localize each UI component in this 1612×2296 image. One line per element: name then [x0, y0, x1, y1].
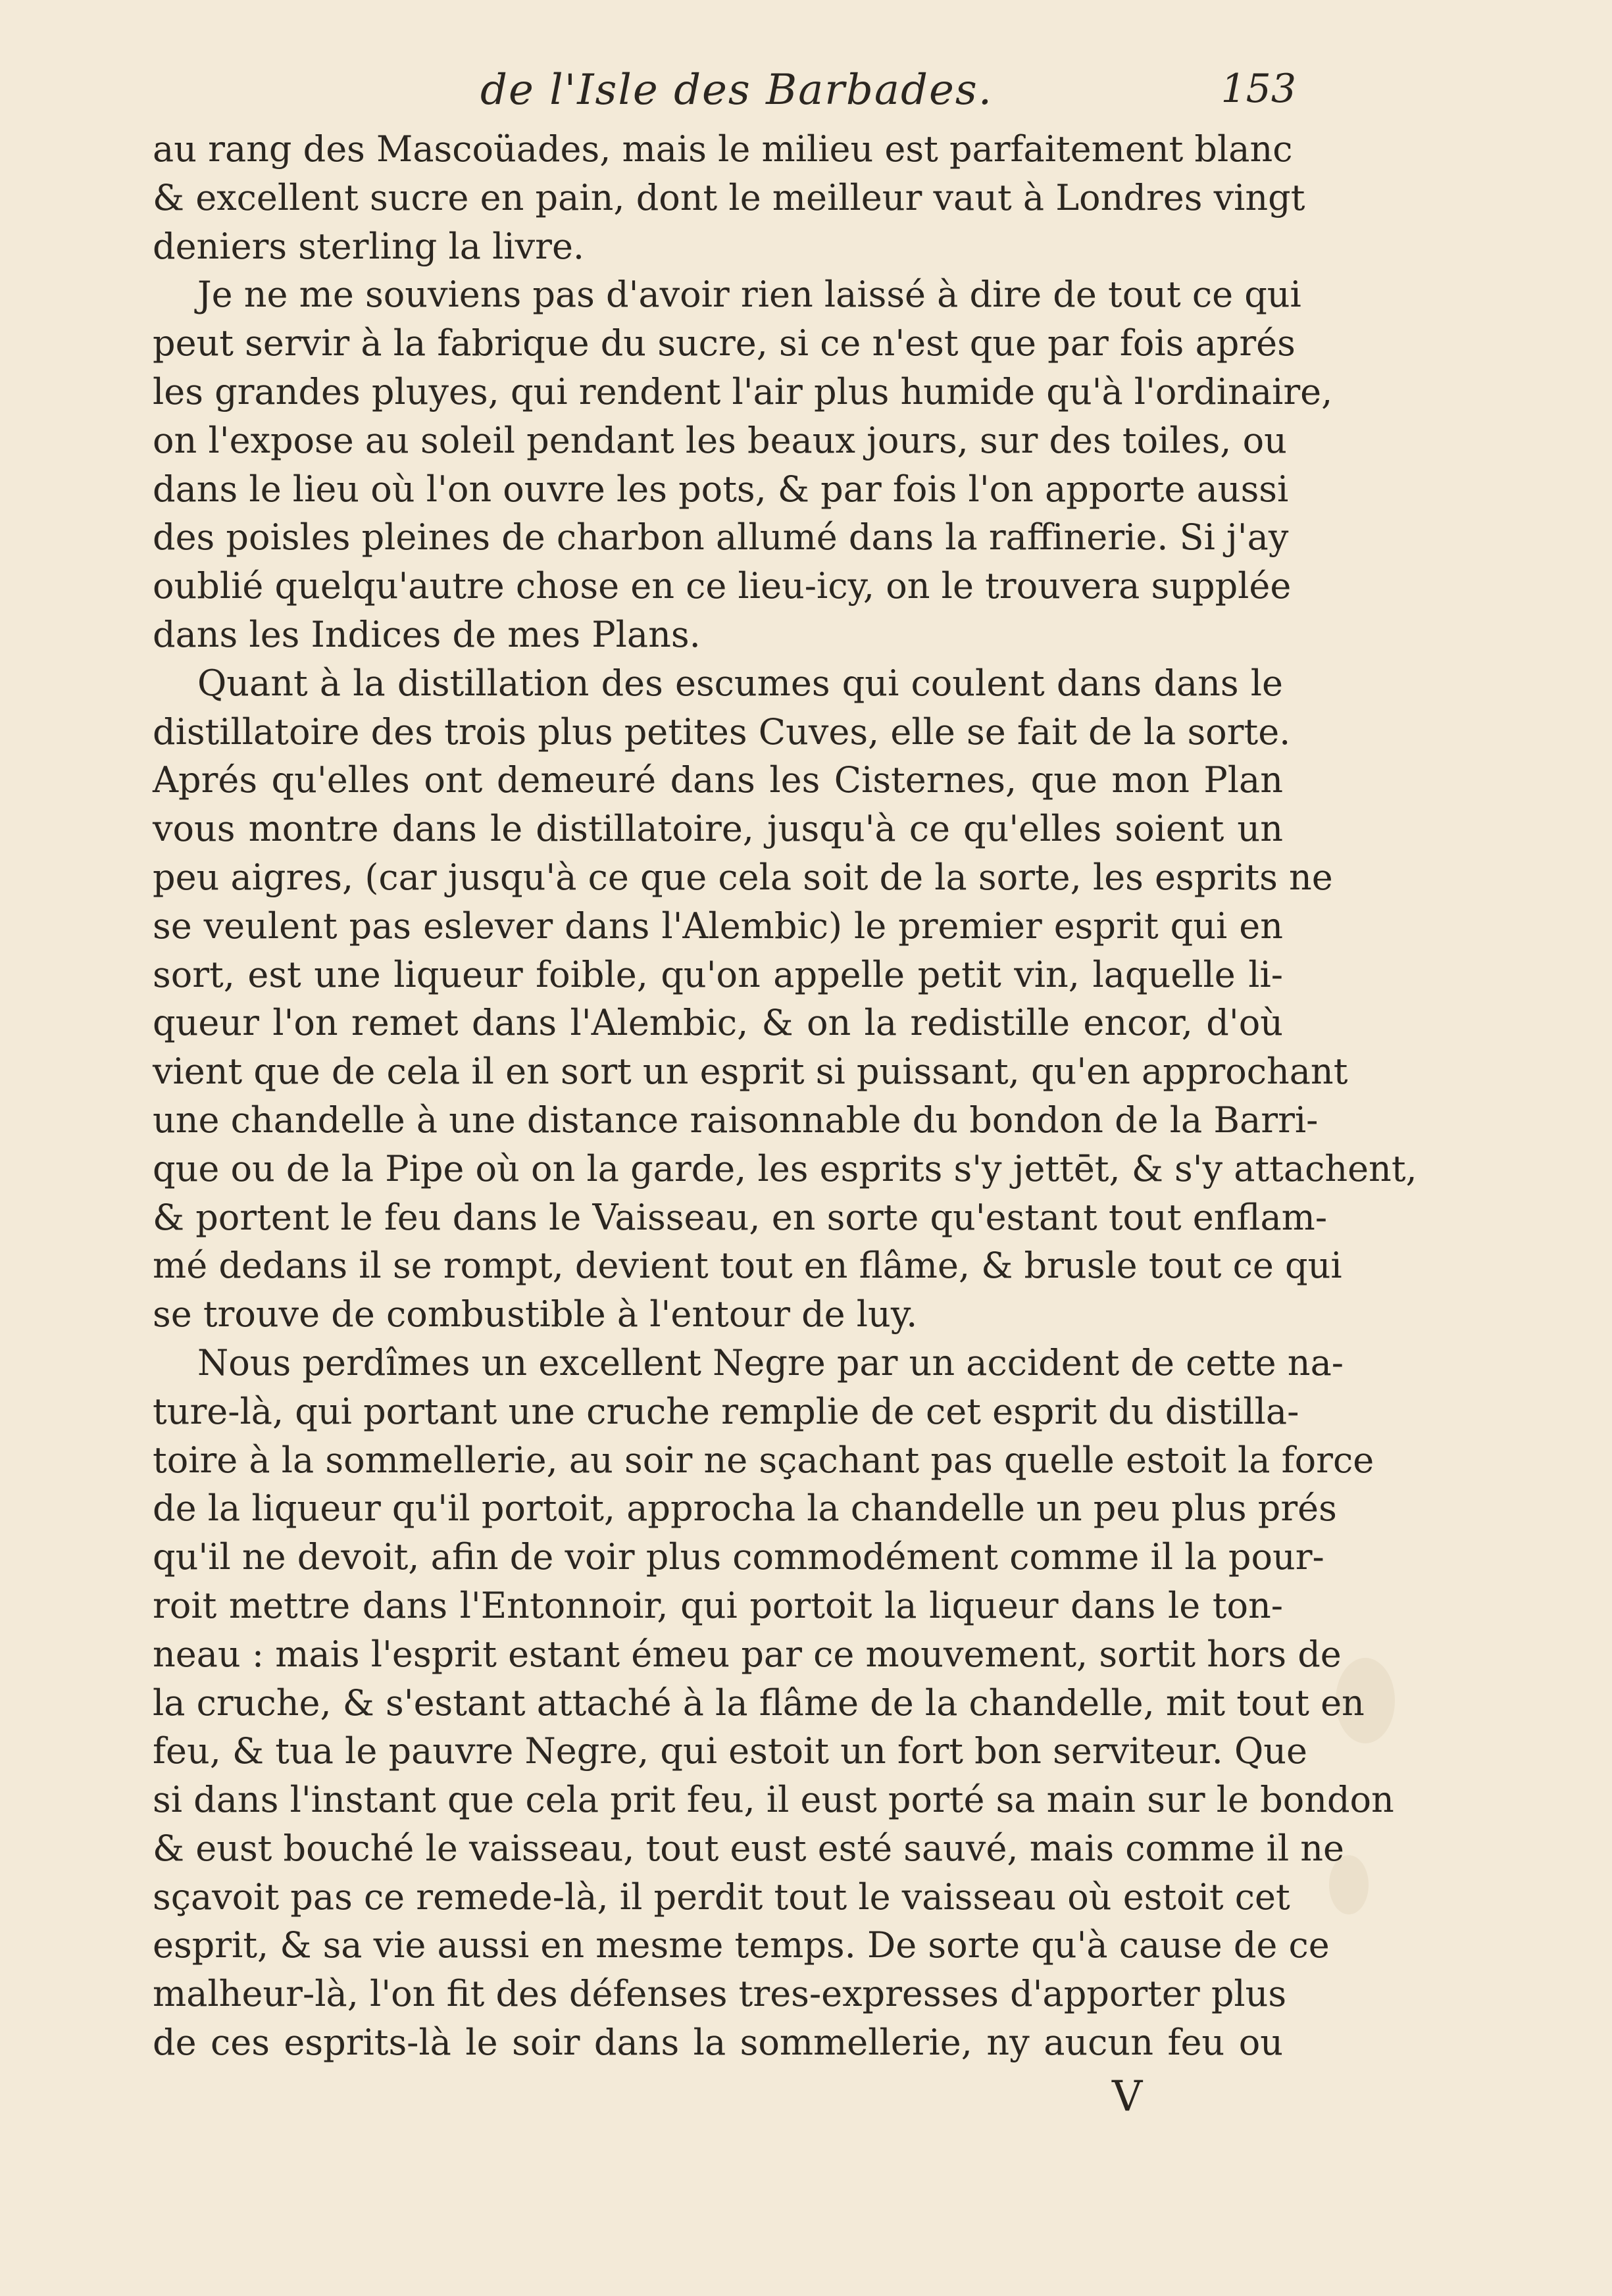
text-line: esprit, & sa vie aussi en mesme temps. De sorte qu'à cause de ce [153, 1924, 1330, 1966]
text-line: & eust bouché le vaisseau, tout eust esté sauvé, mais comme il ne [153, 1827, 1345, 1869]
text-line: de la liqueur qu'il portoit, approcha la chandelle un peu plus prés [153, 1487, 1337, 1530]
text-line: Quant à la distillation des escumes qui coulent dans dans le [197, 662, 1283, 704]
text-line: que ou de la Pipe où on la garde, les esprits s'y jettēt, & s'y attachent, [153, 1147, 1417, 1189]
running-title: de l'Isle des Barbades. [480, 66, 994, 114]
text-line: ture-là, qui portant une cruche remplie de cet esprit du distilla- [153, 1390, 1299, 1432]
text-line: si dans l'instant que cela prit feu, il eust porté sa main sur le bondon [153, 1779, 1394, 1821]
text-line: de ces esprits-là le soir dans la sommellerie, ny aucun feu ou [153, 2022, 1283, 2064]
text-line: se trouve de combustible à l'entour de luy. [153, 1293, 918, 1335]
text-line: feu, & tua le pauvre Negre, qui estoit un fort bon serviteur. Que [153, 1730, 1307, 1772]
text-line: & excellent sucre en pain, dont le meilleur vaut à Londres vingt [153, 176, 1305, 218]
text-line: vous montre dans le distillatoire, jusqu'à ce qu'elles soient un [153, 808, 1283, 850]
text-line: Aprés qu'elles ont demeuré dans les Cisternes, que mon Plan [153, 759, 1283, 801]
text-line: une chandelle à une distance raisonnable du bondon de la Barri- [153, 1099, 1319, 1141]
text-line: & portent le feu dans le Vaisseau, en sorte qu'estant tout enflam- [153, 1196, 1328, 1238]
text-line: distillatoire des trois plus petites Cuves, elle se fait de la sorte. [153, 711, 1291, 753]
text-line: des poisles pleines de charbon allumé dans la raffinerie. Si j'ay [153, 516, 1289, 559]
text-line: on l'expose au soleil pendant les beaux jours, sur des toiles, ou [153, 419, 1287, 461]
text-line: qu'il ne devoit, afin de voir plus commodément comme il la pour- [153, 1536, 1324, 1578]
text-line: oublié quelqu'autre chose en ce lieu-icy, on le trouvera supplée [153, 565, 1292, 607]
page-number: 153 [1221, 66, 1296, 112]
text-line: mé dedans il se rompt, devient tout en flâme, & brusle tout ce qui [153, 1245, 1342, 1287]
text-line: neau : mais l'esprit estant émeu par ce mouvement, sortit hors de [153, 1633, 1342, 1675]
signature-mark: V [1112, 2072, 1143, 2121]
text-line: malheur-là, l'on fit des défenses tres-expresses d'apporter plus [153, 1973, 1287, 2015]
text-line: peut servir à la fabrique du sucre, si ce n'est que par fois aprés [153, 322, 1296, 364]
text-line: sort, est une liqueur foible, qu'on appelle petit vin, laquelle li- [153, 953, 1283, 995]
text-line: dans les Indices de mes Plans. [153, 613, 701, 655]
text-line: Je ne me souviens pas d'avoir rien laissé à dire de tout ce qui [197, 274, 1301, 316]
text-line: sçavoit pas ce remede-là, il perdit tout le vaisseau où estoit cet [153, 1876, 1290, 1918]
text-line: deniers sterling la livre. [153, 225, 585, 267]
text-line: Nous perdîmes un excellent Negre par un accident de cette na- [197, 1341, 1344, 1384]
text-line: toire à la sommellerie, au soir ne sçachant pas quelle estoit la force [153, 1439, 1374, 1481]
text-line: roit mettre dans l'Entonnoir, qui portoit la liqueur dans le ton- [153, 1584, 1283, 1626]
text-line: peu aigres, (car jusqu'à ce que cela soit de la sorte, les esprits ne [153, 856, 1333, 898]
body-text [153, 125, 1417, 2067]
text-line: les grandes pluyes, qui rendent l'air plus humide qu'à l'ordinaire, [153, 370, 1333, 412]
text-line: vient que de cela il en sort un esprit si puissant, qu'en approchant [153, 1051, 1348, 1093]
text-line: la cruche, & s'estant attaché à la flâme de la chandelle, mit tout en [153, 1682, 1365, 1724]
text-line: dans le lieu où l'on ouvre les pots, & par fois l'on apporte aussi [153, 468, 1289, 510]
page-header [461, 66, 1296, 125]
text-line: queur l'on remet dans l'Alembic, & on la redistille encor, d'où [153, 1002, 1283, 1044]
text-line: au rang des Mascoüades, mais le milieu est parfaitement blanc [153, 128, 1293, 170]
text-line: se veulent pas eslever dans l'Alembic) le premier esprit qui en [153, 905, 1283, 947]
